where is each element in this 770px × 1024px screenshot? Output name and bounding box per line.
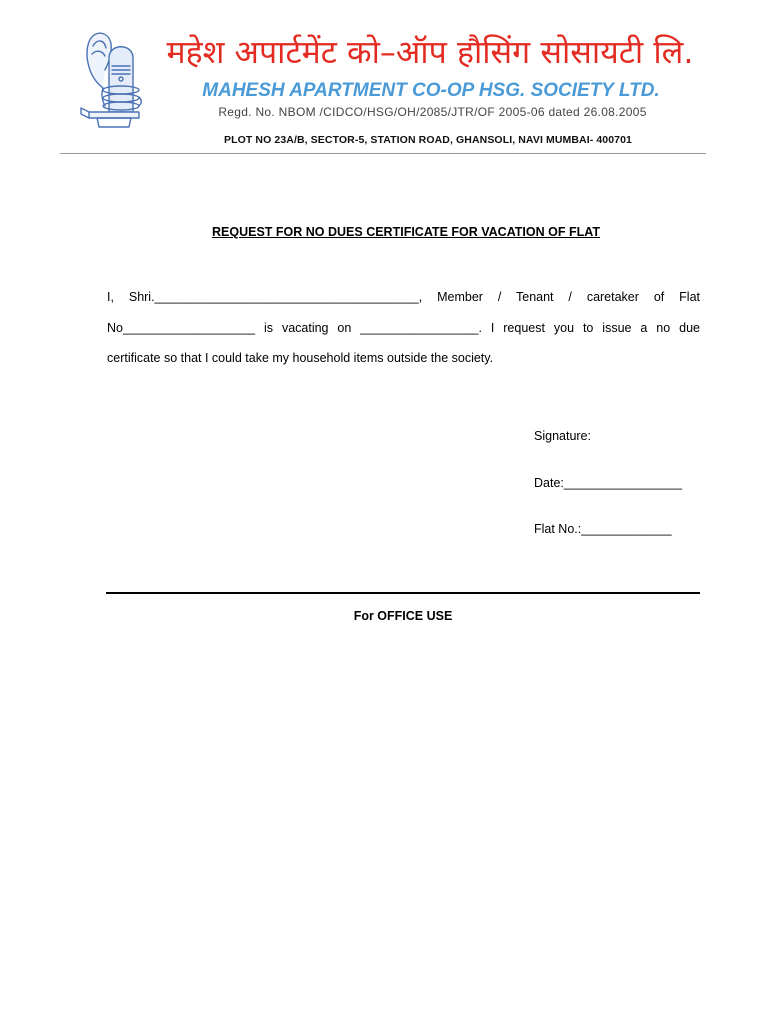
society-logo bbox=[79, 28, 143, 128]
society-address: PLOT NO 23A/B, SECTOR-5, STATION ROAD, GHANSOLI, NAVI MUMBAI- 400701 bbox=[224, 134, 632, 146]
body-line: I, Shri.______________________________________, Member / Tenant / caretaker of Flat bbox=[107, 290, 700, 304]
body-line: No___________________ is vacating on _________________. I request you to issue a no due bbox=[107, 321, 700, 335]
office-use-divider bbox=[106, 592, 700, 594]
society-name-hindi: महेश अपार्टमेंट को–ऑप हौसिंग सोसायटी लि. bbox=[166, 33, 694, 71]
office-use-label: For OFFICE USE bbox=[353, 609, 453, 623]
flat-number-field: Flat No.:_____________ bbox=[534, 522, 672, 536]
document-heading: REQUEST FOR NO DUES CERTIFICATE FOR VACATION OF FLAT bbox=[212, 225, 600, 239]
shiva-lingam-cobra-icon bbox=[79, 28, 143, 128]
registration-number: Regd. No. NBOM /CIDCO/HSG/OH/2085/JTR/OF 2005-06 dated 26.08.2005 bbox=[218, 105, 647, 119]
society-name-english: MAHESH APARTMENT CO-OP HSG. SOCIETY LTD. bbox=[202, 80, 660, 101]
body-line: certificate so that I could take my household items outside the society. bbox=[107, 351, 494, 365]
header-divider bbox=[60, 153, 706, 154]
signature-label: Signature: bbox=[534, 429, 591, 443]
date-field: Date:_________________ bbox=[534, 476, 683, 490]
